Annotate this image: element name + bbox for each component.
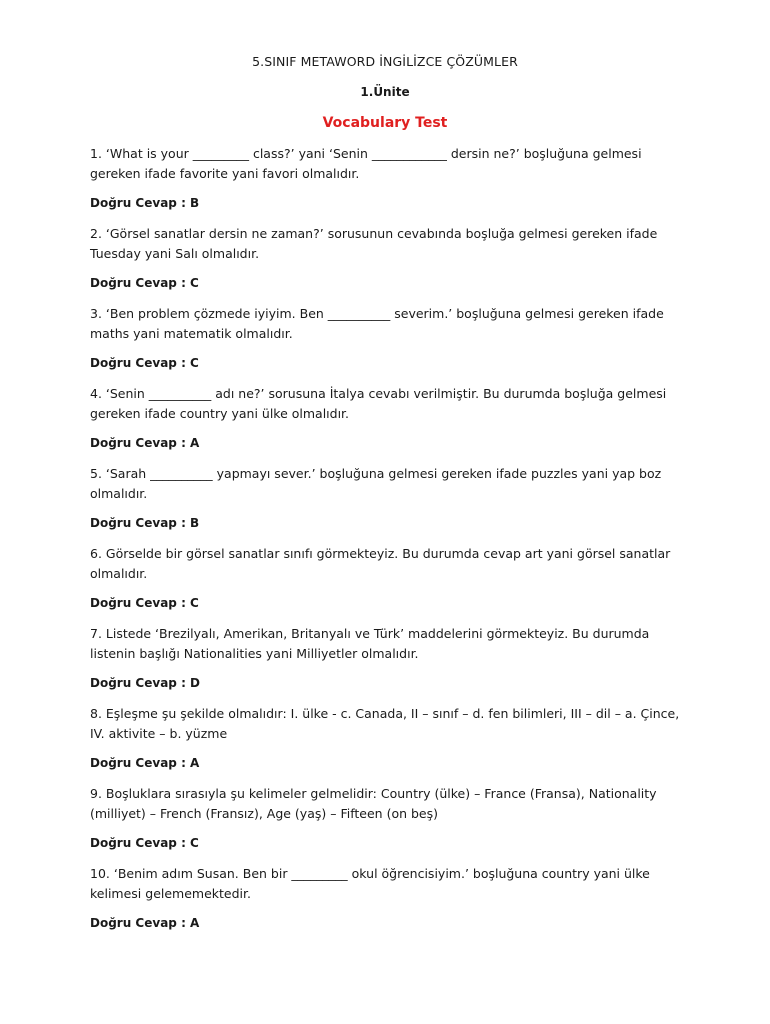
answer-value: C bbox=[190, 836, 199, 850]
correct-answer bbox=[90, 353, 680, 373]
answer-separator: : bbox=[176, 756, 191, 770]
answer-separator: : bbox=[176, 276, 191, 290]
answer-label: Doğru Cevap bbox=[90, 756, 177, 770]
correct-answer bbox=[90, 673, 680, 693]
answer-label: Doğru Cevap bbox=[90, 516, 177, 530]
answer-label: Doğru Cevap bbox=[90, 356, 177, 370]
answer-separator: : bbox=[176, 836, 191, 850]
question-text: 8. Eşleşme şu şekilde olmalıdır: I. ülke - c. Canada, II – sınıf – d. fen bilimleri, III – dil – a. Çince, IV. aktivite – b. yüzme bbox=[90, 706, 680, 741]
question-item-2 bbox=[90, 224, 680, 293]
answer-separator: : bbox=[176, 916, 191, 930]
answer-label: Doğru Cevap bbox=[90, 916, 177, 930]
document-title: 5.SINIF METAWORD İNGİLİZCE ÇÖZÜMLER bbox=[252, 54, 518, 69]
correct-answer bbox=[90, 513, 680, 533]
answer-separator: : bbox=[176, 436, 191, 450]
unit-title: 1.Ünite bbox=[360, 85, 410, 99]
question-item-9 bbox=[90, 784, 680, 853]
answer-separator: : bbox=[176, 676, 191, 690]
question-text: 10. ‘Benim adım Susan. Ben bir _________ okul öğrencisiyim.’ boşluğuna country yani ülke kelimesi gelememektedir. bbox=[90, 866, 650, 901]
question-text: 1. ‘What is your _________ class?’ yani ‘Senin ____________ dersin ne?’ boşluğuna gelmesi gereken ifade favorite yani favori olmalıdır. bbox=[90, 146, 642, 181]
answer-separator: : bbox=[176, 356, 191, 370]
answer-label: Doğru Cevap bbox=[90, 596, 177, 610]
answer-separator: : bbox=[176, 596, 191, 610]
question-item-6 bbox=[90, 544, 680, 613]
answer-value: A bbox=[190, 916, 200, 930]
answer-value: C bbox=[190, 276, 199, 290]
answer-value: D bbox=[190, 676, 201, 690]
question-item-5 bbox=[90, 464, 680, 533]
question-text: 7. Listede ‘Brezilyalı, Amerikan, Britanyalı ve Türk’ maddelerini görmekteyiz. Bu durumda listenin başlığı Nationalities yani Milliyetler olmalıdır. bbox=[90, 626, 650, 661]
answer-value: A bbox=[190, 756, 200, 770]
question-item-8 bbox=[90, 704, 680, 773]
answer-label: Doğru Cevap bbox=[90, 196, 177, 210]
answer-value: C bbox=[190, 596, 199, 610]
question-item-3 bbox=[90, 304, 680, 373]
answer-separator: : bbox=[176, 516, 191, 530]
correct-answer bbox=[90, 193, 680, 213]
answer-label: Doğru Cevap bbox=[90, 836, 177, 850]
question-text: 9. Boşluklara sırasıyla şu kelimeler gelmelidir: Country (ülke) – France (Fransa), Nationality (milliyet) – French (Fransız), Age (yaş) – Fifteen (on beş) bbox=[90, 786, 657, 821]
question-text: 5. ‘Sarah __________ yapmayı sever.’ boşluğuna gelmesi gereken ifade puzzles yani yap boz olmalıdır. bbox=[90, 466, 662, 501]
question-list bbox=[90, 144, 680, 933]
answer-label: Doğru Cevap bbox=[90, 436, 177, 450]
question-item-10 bbox=[90, 864, 680, 933]
answer-label: Doğru Cevap bbox=[90, 276, 177, 290]
correct-answer bbox=[90, 273, 680, 293]
question-text: 2. ‘Görsel sanatlar dersin ne zaman?’ sorusunun cevabında boşluğa gelmesi gereken ifade Tuesday yani Salı olmalıdır. bbox=[90, 226, 658, 261]
question-item-7 bbox=[90, 624, 680, 693]
question-text: 4. ‘Senin __________ adı ne?’ sorusuna İtalya cevabı verilmiştir. Bu durumda boşluğa gelmesi gereken ifade country yani ülke olmalıdır. bbox=[90, 386, 667, 421]
answer-label: Doğru Cevap bbox=[90, 676, 177, 690]
correct-answer bbox=[90, 593, 680, 613]
answer-value: A bbox=[190, 436, 200, 450]
question-item-1 bbox=[90, 144, 680, 213]
answer-value: B bbox=[190, 196, 200, 210]
correct-answer bbox=[90, 913, 680, 933]
answer-separator: : bbox=[176, 196, 191, 210]
question-text: 3. ‘Ben problem çözmede iyiyim. Ben __________ severim.’ boşluğuna gelmesi gereken ifade maths yani matematik olmalıdır. bbox=[90, 306, 664, 341]
correct-answer bbox=[90, 753, 680, 773]
answer-value: C bbox=[190, 356, 199, 370]
question-text: 6. Görselde bir görsel sanatlar sınıfı görmekteyiz. Bu durumda cevap art yani görsel sanatlar olmalıdır. bbox=[90, 546, 671, 581]
correct-answer bbox=[90, 433, 680, 453]
correct-answer bbox=[90, 833, 680, 853]
section-title: Vocabulary Test bbox=[322, 115, 448, 131]
answer-value: B bbox=[190, 516, 200, 530]
question-item-4 bbox=[90, 384, 680, 453]
